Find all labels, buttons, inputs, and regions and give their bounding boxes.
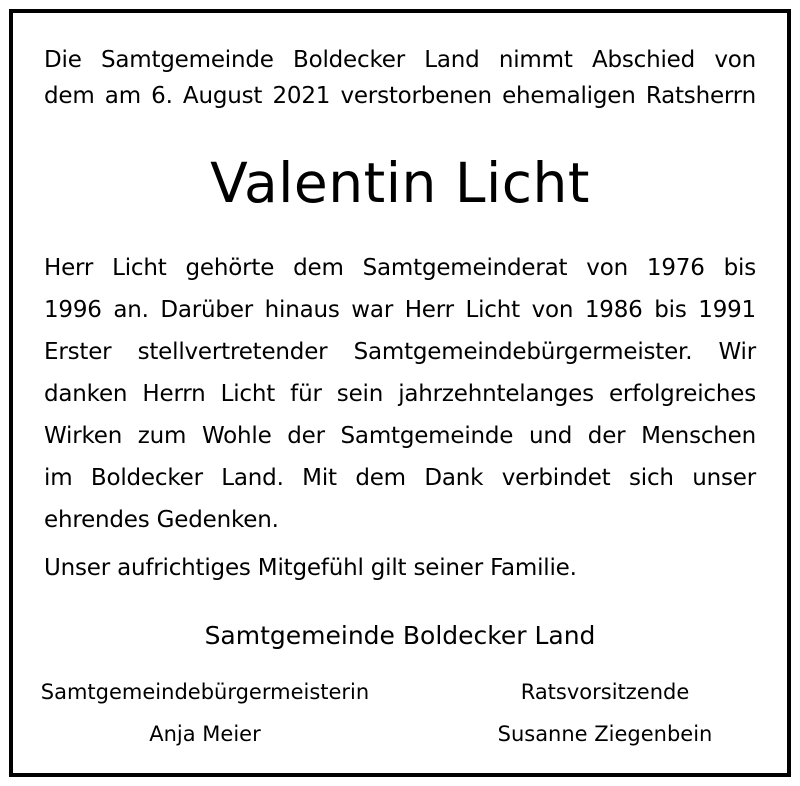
signature-name: Anja Meier [149, 722, 261, 746]
tribute-line: im Boldecker Land. Mit dem Dank verbindet sich unser [44, 465, 756, 491]
signature-title: Ratsvorsitzende [520, 680, 690, 704]
signature-title: Samtgemeindebürgermeisterin [40, 680, 370, 704]
intro-line-1: Die Samtgemeinde Boldecker Land nimmt Abschied von [44, 47, 756, 73]
signature-mayor [30, 671, 380, 755]
organization-name: Samtgemeinde Boldecker Land [204, 621, 596, 650]
tribute-line: 1996 an. Darüber hinaus war Herr Licht von 1986 bis 1991 [44, 297, 756, 323]
signature-name: Susanne Ziegenbein [497, 722, 713, 746]
intro-line-2: dem am 6. August 2021 verstorbenen ehemaligen Ratsherrn [44, 83, 756, 109]
condolence-text: Unser aufrichtiges Mitgefühl gilt seiner Familie. [44, 555, 577, 581]
signature-council-chair [440, 671, 770, 755]
tribute-line: Erster stellvertretender Samtgemeindebürgermeister. Wir [44, 339, 756, 365]
tribute-line: Herr Licht gehörte dem Samtgemeinderat von 1976 bis [44, 255, 756, 281]
tribute-paragraph [44, 247, 756, 541]
tribute-line: danken Herrn Licht für sein jahrzehntelanges erfolgreiches [44, 381, 756, 407]
deceased-name: Valentin Licht [210, 151, 590, 215]
tribute-line: Wirken zum Wohle der Samtgemeinde und der Menschen [44, 423, 756, 449]
tribute-line: ehrendes Gedenken. [44, 507, 279, 533]
intro-text [44, 42, 756, 114]
